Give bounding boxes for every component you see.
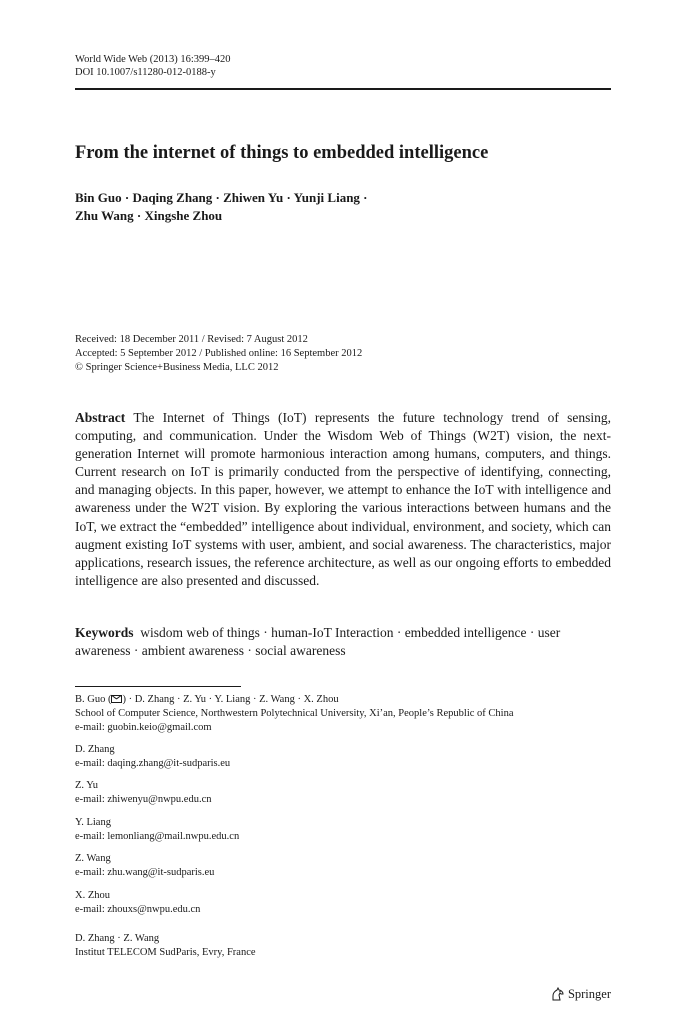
copyright-icon: © [75,362,86,373]
email-wang[interactable]: e-mail: zhu.wang@it-sudparis.eu [75,867,215,878]
keywords-text: wisdom web of things · human-IoT Interaction · embedded intelligence · user awareness · ambient awareness · social awareness [75,625,561,658]
authors-line-2: Zhu Wang · Xingshe Zhou [75,208,223,223]
name-yu: Z. Yu [75,780,98,791]
paper-title: From the internet of things to embedded intelligence [75,143,489,163]
email-yu[interactable]: e-mail: zhiwenyu@nwpu.edu.cn [75,794,212,805]
affiliation-school: School of Computer Science, Northwestern Polytechnical University, Xi’an, People’s Republic of China [75,708,514,719]
institution-telecom: Institut TELECOM SudParis, Evry, France [75,947,256,958]
springer-logo [551,987,611,1002]
email-guo[interactable]: e-mail: guobin.keio@gmail.com [75,722,212,733]
header-rule [75,88,611,90]
name-liang: Y. Liang [75,817,111,828]
name-zhang: D. Zhang [75,744,115,755]
email-zhou[interactable]: e-mail: zhouxs@nwpu.edu.cn [75,904,201,915]
accepted-published: Accepted: 5 September 2012 / Published online: 16 September 2012 [75,348,363,359]
received-revised: Received: 18 December 2011 / Revised: 7 August 2012 [75,334,308,345]
name-zhang-wang: D. Zhang · Z. Wang [75,933,160,944]
journal-citation: World Wide Web (2013) 16:399–420 [75,54,231,65]
springer-name: Springer [567,987,611,1001]
keywords-label: Keywords [75,625,134,640]
email-liang[interactable]: e-mail: lemonliang@mail.nwpu.edu.cn [75,831,240,842]
authors-line-1: Bin Guo · Daqing Zhang · Zhiwen Yu · Yunji Liang · [75,190,368,205]
doi: DOI 10.1007/s11280-012-0188-y [75,67,216,78]
envelope-icon [111,695,122,703]
footnote-rule [75,686,241,687]
author-list-pre: B. Guo ( [75,694,112,705]
abstract-label: Abstract [75,410,126,425]
author-list-post: ) · D. Zhang · Z. Yu · Y. Liang · Z. Wang · X. Zhou [122,694,339,705]
springer-horse-icon [551,987,565,1002]
name-zhou: X. Zhou [75,890,110,901]
abstract [75,409,611,590]
author-list [75,693,339,707]
name-wang: Z. Wang [75,853,111,864]
keywords [75,624,611,660]
copyright-text: Springer Science+Business Media, LLC 2012 [85,362,279,373]
copyright [75,361,278,375]
abstract-text: The Internet of Things (IoT) represents the future technology trend of sensing, computing, and communication. Under the Wisdom Web of Things (W2T) vision, the next-generation Internet will promote harmonious interaction among humans, computers, and things. Current research on IoT is primarily conducted from the perspective of identifying, connecting, and managing objects. In this paper, however, we attempt to enhance the IoT with intelligence and awareness under the W2T vision. By exploring the various interactions between humans and the IoT, we extract the “embedded” intelligence about individual, environment, and society, which can augment existing IoT systems with user, ambient, and social awareness. The characteristics, major applications, research issues, the reference architecture, as well as our ongoing efforts to embedded intelligence are also presented and discussed. [75,410,611,588]
email-zhang[interactable]: e-mail: daqing.zhang@it-sudparis.eu [75,758,231,769]
